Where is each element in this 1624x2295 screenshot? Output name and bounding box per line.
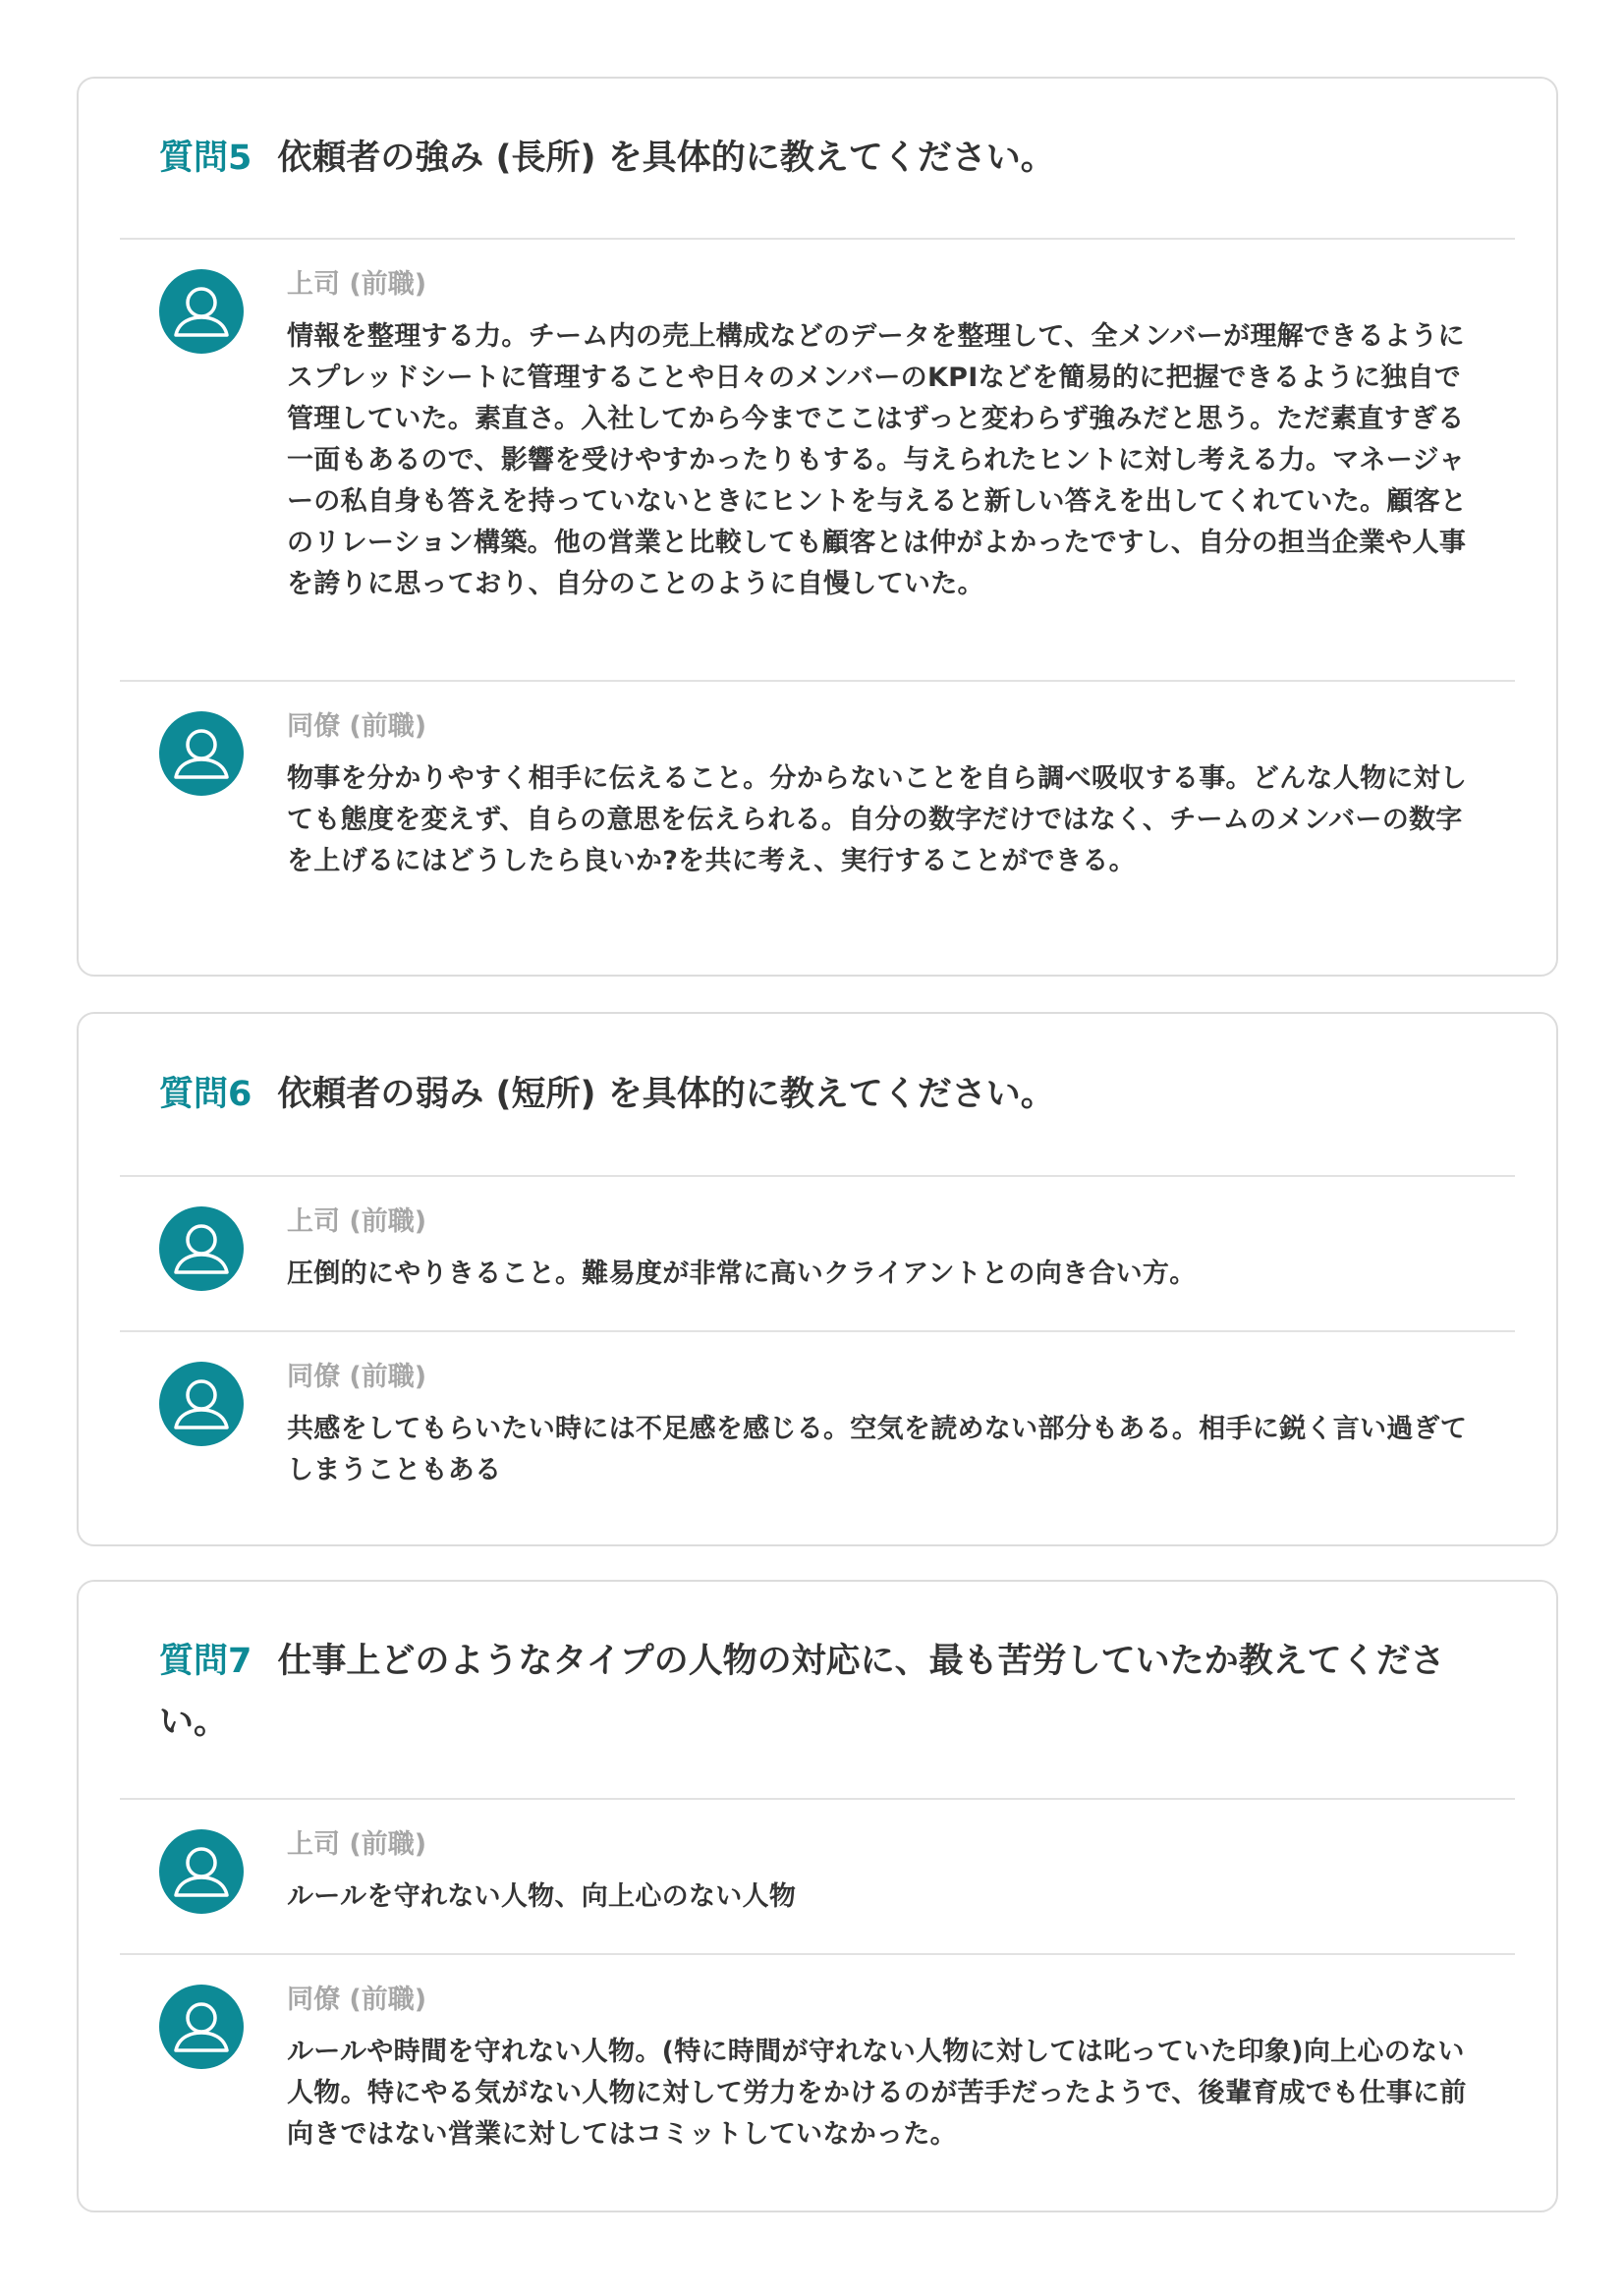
question-header bbox=[120, 79, 1515, 240]
question-title bbox=[159, 1064, 1055, 1125]
question-number: 質問7 bbox=[159, 1642, 252, 1681]
answer-colleague bbox=[120, 682, 1515, 977]
user-avatar-icon bbox=[159, 1206, 244, 1291]
answer-text: 物事を分かりやすく相手に伝えること。分からないことを自ら調べ吸収する事。どんな人物に対しても態度を変えず、自らの意思を伝えられる。自分の数字だけではなく、チームのメンバーの数字を上げるにはどうしたら良いか?を共に考え、実行することができる。 bbox=[287, 763, 1468, 876]
question-title bbox=[159, 128, 1055, 189]
answer-text: 共感をしてもらいたい時には不足感を感じる。空気を読めない部分もある。相手に鋭く言い過ぎてしまうこともある bbox=[287, 1414, 1468, 1485]
question-header bbox=[120, 1582, 1515, 1800]
question-text: 仕事上どのようなタイプの人物の対応に、最も苦労していたか教えてください。 bbox=[159, 1642, 1445, 1742]
answer-body bbox=[287, 709, 1476, 977]
answer-colleague bbox=[120, 1955, 1515, 2201]
respondent-role: 同僚 (前職) bbox=[287, 711, 427, 742]
question-text: 依頼者の弱み (短所) を具体的に教えてください。 bbox=[277, 1075, 1055, 1114]
question-title bbox=[159, 1631, 1476, 1753]
question-card-5 bbox=[77, 77, 1558, 977]
answer-text: ルールや時間を守れない人物。(特に時間が守れない人物に対しては叱っていた印象)向上心のない人物。特にやる気がない人物に対して労力をかけるのが苦手だったようで、後輩育成でも仕事に前向きではない営業に対してはコミットしていなかった。 bbox=[287, 2037, 1467, 2150]
respondent-role: 上司 (前職) bbox=[287, 1206, 427, 1237]
user-avatar-icon bbox=[159, 1829, 244, 1914]
question-number: 質問5 bbox=[159, 139, 252, 178]
answer-text: 情報を整理する力。チーム内の売上構成などのデータを整理して、全メンバーが理解できるようにスプレッドシートに管理することや日々のメンバーのKPIなどを簡易的に把握できるように独自で管理していた。素直さ。入社してから今までここはずっと変わらず強みだと思う。ただ素直すぎる一面もあるので、影響を受けやすかったりもする。与えられたヒントに対し考える力。マネージャーの私自身も答えを持っていないときにヒントを与えると新しい答えを出してくれていた。顧客とのリレーション構築。他の営業と比較しても顧客とは仲がよかったですし、自分の担当企業や人事を誇りに思っており、自分のことのように自慢していた。 bbox=[287, 321, 1468, 599]
user-avatar-icon bbox=[159, 269, 244, 354]
answer-supervisor bbox=[120, 1800, 1515, 1955]
user-avatar-icon bbox=[159, 1362, 244, 1446]
answer-body bbox=[287, 1204, 1476, 1330]
question-card-6 bbox=[77, 1012, 1558, 1546]
question-card-7 bbox=[77, 1580, 1558, 2212]
question-number: 質問6 bbox=[159, 1075, 252, 1114]
respondent-role: 上司 (前職) bbox=[287, 1829, 427, 1860]
answer-body bbox=[287, 267, 1476, 680]
respondent-role: 同僚 (前職) bbox=[287, 1985, 427, 2015]
user-avatar-icon bbox=[159, 1985, 244, 2069]
answer-text: ルールを守れない人物、向上心のない人物 bbox=[287, 1881, 797, 1912]
answer-body bbox=[287, 1827, 1476, 1953]
question-text: 依頼者の強み (長所) を具体的に教えてください。 bbox=[277, 139, 1055, 178]
answer-supervisor bbox=[120, 240, 1515, 682]
answer-colleague bbox=[120, 1332, 1515, 1529]
respondent-role: 同僚 (前職) bbox=[287, 1362, 427, 1392]
question-header bbox=[120, 1014, 1515, 1177]
answer-text: 圧倒的にやりきること。難易度が非常に高いクライアントとの向き合い方。 bbox=[287, 1259, 1197, 1289]
user-avatar-icon bbox=[159, 711, 244, 796]
respondent-role: 上司 (前職) bbox=[287, 269, 427, 300]
answer-body bbox=[287, 1360, 1476, 1529]
answer-body bbox=[287, 1983, 1476, 2201]
answer-supervisor bbox=[120, 1177, 1515, 1332]
